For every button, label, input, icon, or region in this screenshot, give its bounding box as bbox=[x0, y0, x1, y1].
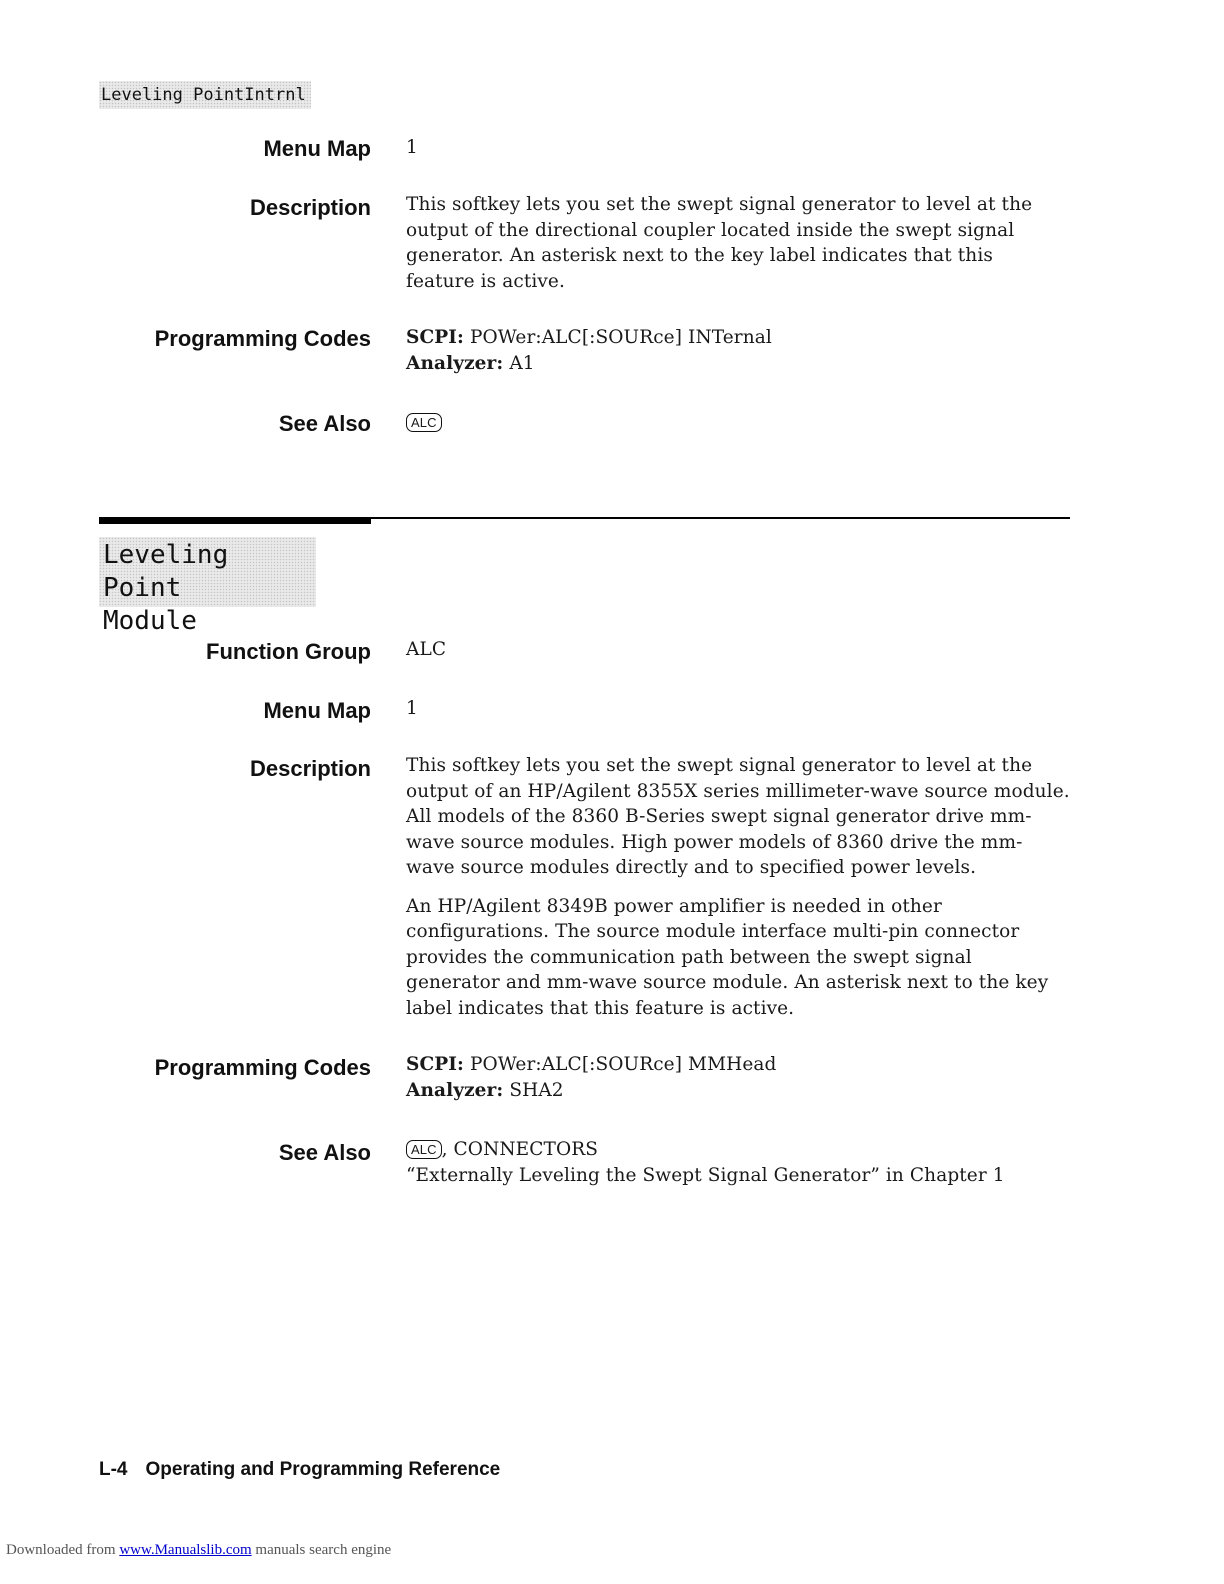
function-group-value: ALC bbox=[406, 639, 447, 660]
programming-codes-label-2: Programming Codes bbox=[154, 1055, 371, 1080]
manualslib-link[interactable]: www.Manualslib.com bbox=[119, 1542, 252, 1558]
menu-map-label: Menu Map bbox=[263, 136, 371, 161]
scpi-line-2 bbox=[406, 1052, 1071, 1078]
programming-codes bbox=[406, 325, 1071, 376]
analyzer-line-2 bbox=[406, 1078, 1071, 1104]
analyzer-value: A1 bbox=[509, 352, 535, 374]
alc-hardkey-icon: ALC bbox=[406, 413, 442, 432]
scpi-label: SCPI: bbox=[406, 327, 464, 348]
menu-map-value-2: 1 bbox=[406, 698, 418, 719]
programming-codes-label: Programming Codes bbox=[154, 326, 371, 351]
description-label-2: Description bbox=[249, 756, 371, 781]
description-label: Description bbox=[249, 195, 371, 220]
programming-codes-2 bbox=[406, 1052, 1071, 1103]
see-also-value-2 bbox=[406, 1137, 1071, 1188]
page-footer bbox=[99, 1459, 500, 1481]
analyzer-line bbox=[406, 351, 1071, 377]
description-text: This softkey lets you set the swept signal generator to level at the output of the directional coupler located inside the swept signal generator. An asterisk next to the key label indicates that this feature is active. bbox=[406, 194, 1033, 292]
download-prefix: Downloaded from bbox=[6, 1542, 116, 1558]
description-paragraph-1: This softkey lets you set the swept signal generator to level at the output of an HP/Agilent 8355X series millimeter-wave source module. All models of the 8360 B-Series swept signal generator drive mm-wave source modules. High power models of 8360 drive the mm-wave source modules directly and to specified power levels. bbox=[406, 755, 1070, 878]
description-block-2 bbox=[406, 753, 1071, 1021]
menu-map-value: 1 bbox=[406, 137, 418, 158]
analyzer-value-2: SHA2 bbox=[509, 1079, 564, 1101]
scpi-label-2: SCPI: bbox=[406, 1054, 464, 1075]
analyzer-label: Analyzer: bbox=[406, 352, 504, 374]
scpi-value-2: POWer:ALC[:SOURce] MMHead bbox=[469, 1054, 777, 1075]
see-also-value bbox=[406, 410, 1071, 436]
download-suffix: manuals search engine bbox=[255, 1542, 392, 1558]
softkey-leveling-point-intrnl: Leveling PointIntrnl bbox=[99, 81, 311, 109]
description-paragraph-2: An HP/Agilent 8349B power amplifier is needed in other configurations. The source module interface multi-pin connector provides the communication path between the swept signal generator and mm-wave source module. An asterisk next to the key label indicates that this feature is active. bbox=[406, 895, 1049, 1019]
scpi-value: POWer:ALC[:SOURce] INTernal bbox=[469, 327, 772, 348]
footer-title: Operating and Programming Reference bbox=[145, 1459, 501, 1480]
menu-map-label-2: Menu Map bbox=[263, 698, 371, 723]
download-attribution bbox=[6, 1542, 391, 1559]
see-also-label-2: See Also bbox=[278, 1140, 371, 1165]
softkey-leveling-point-module: Leveling Point Module bbox=[99, 537, 316, 607]
scpi-line bbox=[406, 325, 1071, 351]
analyzer-label-2: Analyzer: bbox=[406, 1079, 504, 1101]
function-group-label: Function Group bbox=[206, 639, 371, 664]
see-also-line-2: “Externally Leveling the Swept Signal Generator” in Chapter 1 bbox=[406, 1164, 1005, 1186]
section-rule-thick bbox=[99, 517, 371, 524]
alc-hardkey-icon-2: ALC bbox=[406, 1140, 442, 1159]
section-rule-thin bbox=[371, 517, 1070, 519]
see-also-label: See Also bbox=[278, 411, 371, 436]
page-number: L-4 bbox=[99, 1459, 128, 1480]
see-also-line-1 bbox=[406, 1137, 1071, 1163]
see-also-connectors: , CONNECTORS bbox=[441, 1139, 599, 1160]
